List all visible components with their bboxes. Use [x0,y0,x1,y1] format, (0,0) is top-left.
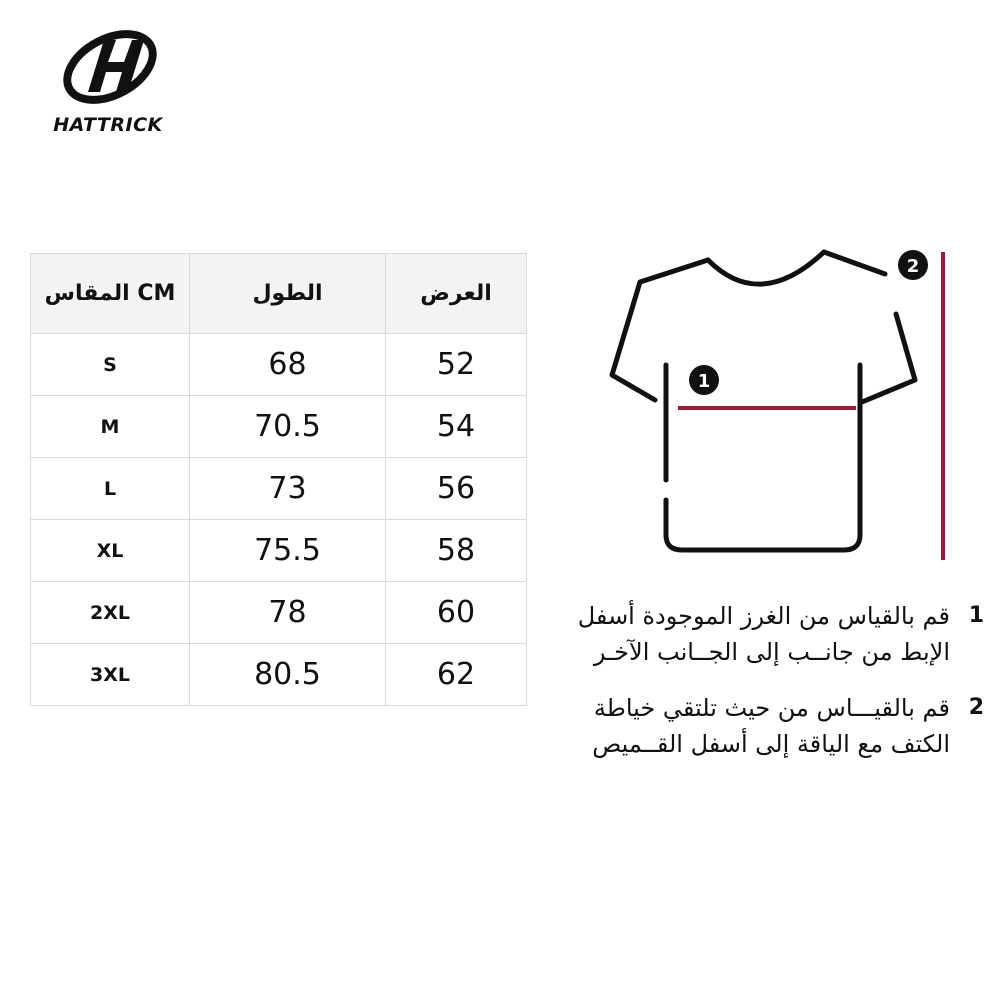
cell-length: 68 [190,334,386,396]
cell-width: 58 [386,520,527,582]
cell-width: 54 [386,396,527,458]
cell-size: 2XL [31,582,190,644]
marker-2 [898,250,928,280]
brand-logo [28,30,188,140]
cell-length: 73 [190,458,386,520]
cell-length: 80.5 [190,644,386,706]
cell-length: 78 [190,582,386,644]
cell-width: 52 [386,334,527,396]
tshirt-diagram [600,230,960,575]
instruction-1 [544,598,984,670]
cell-size: S [31,334,190,396]
instruction-number: 1 [968,603,984,628]
table-row [31,396,527,458]
table-row [31,582,527,644]
cell-length: 70.5 [190,396,386,458]
header-length: الطول [190,254,386,334]
svg-text:1: 1 [697,371,711,392]
instruction-line: الكتف مع الياقة إلى أسفل القــميص [592,730,950,758]
table-row [31,644,527,706]
table-row [31,334,527,396]
hattrick-h-icon [58,30,158,105]
table-row [31,520,527,582]
brand-name: HATTRICK [53,114,163,136]
cell-width: 60 [386,582,527,644]
instruction-line: قم بالقيـــاس من حيث تلتقي خياطة [593,694,950,722]
size-chart-table [30,253,527,706]
instruction-line: الإبط من جانــب إلى الجــانب الآخـر [593,638,950,666]
instruction-number: 2 [968,695,984,720]
header-width: العرض [386,254,527,334]
tshirt-outline-icon [612,252,915,550]
cell-width: 56 [386,458,527,520]
header-size: المقاس CM [31,254,190,334]
cell-size: L [31,458,190,520]
table-header-row [31,254,527,334]
cell-size: 3XL [31,644,190,706]
cell-size: XL [31,520,190,582]
svg-text:2: 2 [906,256,920,277]
instruction-2 [544,690,984,762]
marker-1 [689,365,719,395]
table-row [31,458,527,520]
cell-length: 75.5 [190,520,386,582]
cell-width: 62 [386,644,527,706]
cell-size: M [31,396,190,458]
instruction-line: قم بالقياس من الغرز الموجودة أسفل [577,602,950,630]
